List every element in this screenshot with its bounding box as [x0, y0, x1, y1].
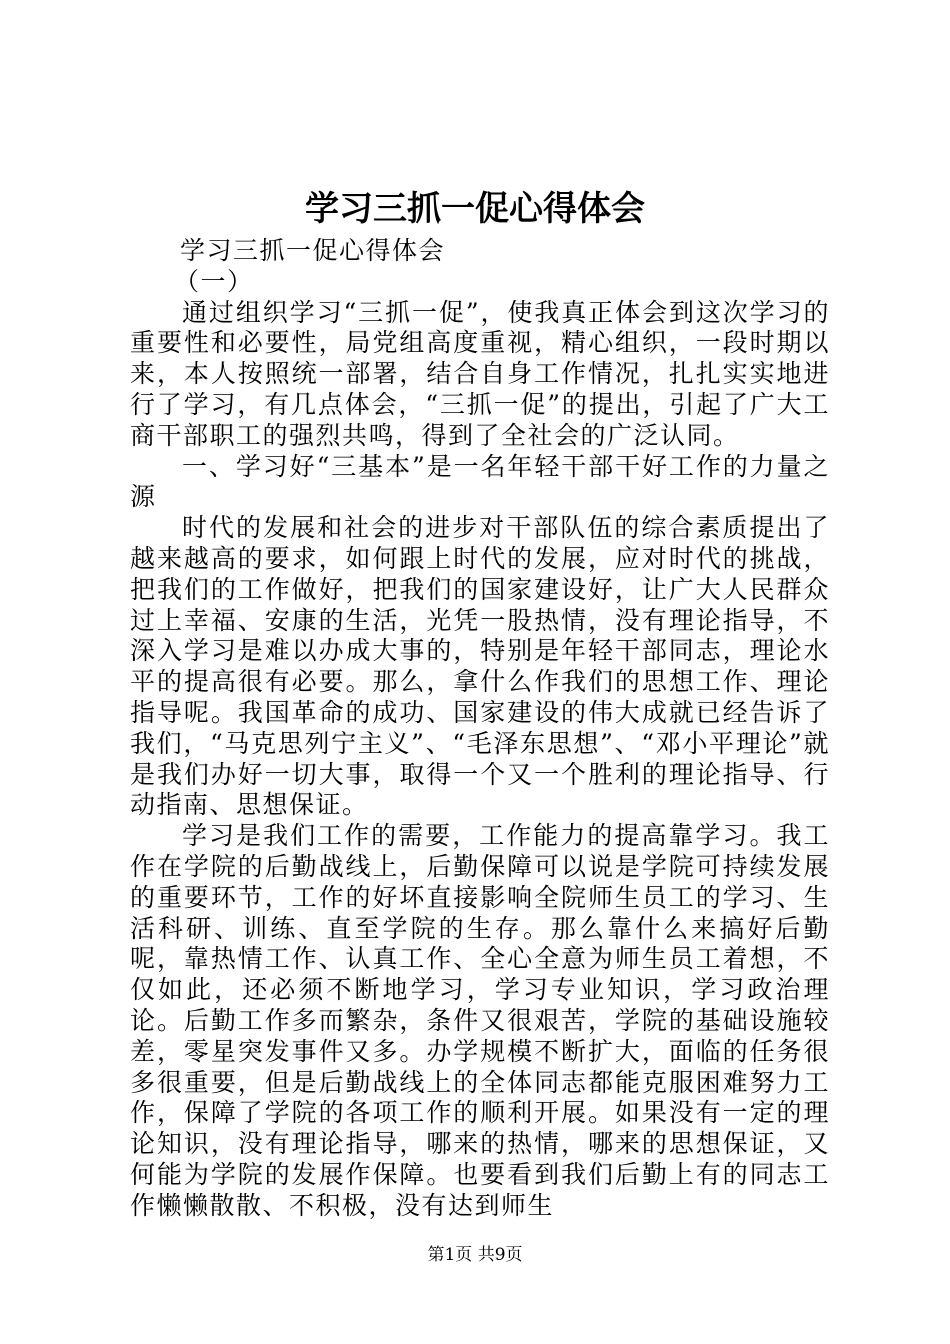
section-mark: （一）: [174, 266, 254, 296]
paragraph-theory: 时代的发展和社会的进步对干部队伍的综合素质提出了越来越高的要求，如何跟上时代的发展，应对时代的挑战，把我们的工作做好，把我们的国家建设好，让广大人民群众过上幸福、安康的生活，光凭一股热情，没有理论指导，不深入学习是难以办成大事的，特别是年轻干部同志，理论水平的提高很有必要。那么，拿什么作我们的思想工作、理论指导呢。我国革命的成功、国家建设的伟大成就已经告诉了我们，“马克思列宁主义”、“毛泽东思想”、“邓小平理论”就是我们办好一切大事，取得一个又一个胜利的理论指导、行动指南、思想保证。: [130, 513, 830, 820]
paragraph-logistics: 学习是我们工作的需要，工作能力的提高靠学习。我工作在学院的后勤战线上，后勤保障可以说是学院可持续发展的重要环节，工作的好坏直接影响全院师生员工的学习、生活科研、训练、直至学院的生存。那么靠什么来搞好后勤呢，靠热情工作、认真工作、全心全意为师生员工着想，不仅如此，还必须不断地学习，学习专业知识，学习政治理论。后勤工作多而繁杂，条件又很艰苦，学院的基础设施较差，零星突发事件又多。办学规模不断扩大，面临的任务很多很重要，但是后勤战线上的全体同志都能克服困难努力工作，保障了学院的各项工作的顺利开展。如果没有一定的理论知识，没有理论指导，哪来的热情，哪来的思想保证，又何能为学院的发展作保障。也要看到我们后勤上有的同志工作懒懒散散、不积极，没有达到师生: [130, 821, 830, 1220]
paragraph-intro: 通过组织学习“三抓一促”，使我真正体会到这次学习的重要性和必要性，局党组高度重视，精心组织，一段时期以来，本人按照统一部署，结合自身工作情况，扎扎实实地进行了学习，有几点体会，“三抓一促”的提出，引起了广大工商干部职工的强烈共鸣，得到了全社会的广泛认同。: [130, 297, 830, 450]
document-body: [130, 236, 830, 1222]
page-footer: 第1页 共9页: [427, 1245, 523, 1265]
document-title: 学习三抓一促心得体会: [305, 189, 645, 229]
section-heading: 一、学习好“三基本”是一名年轻干部干好工作的力量之源: [130, 451, 830, 512]
document-subtitle: 学习三抓一促心得体会: [180, 236, 446, 265]
